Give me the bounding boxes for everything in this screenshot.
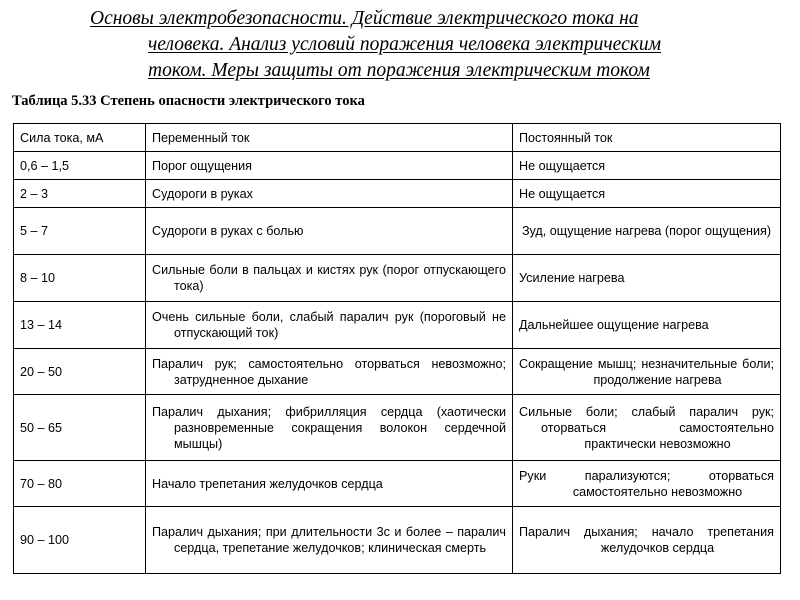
column-header-current: Сила тока, мА bbox=[14, 124, 146, 152]
cell-current: 70 – 80 bbox=[14, 461, 146, 507]
title-line-1: Основы электробезопасности. Действие электрического тока на bbox=[90, 8, 639, 29]
table-row bbox=[14, 507, 781, 574]
table-row bbox=[14, 255, 781, 302]
cell-ac: Сильные боли в пальцах и кистях рук (порог отпускающего тока) bbox=[146, 255, 513, 302]
column-header-dc: Постоянный ток bbox=[513, 124, 781, 152]
cell-ac: Судороги в руках с болью bbox=[146, 208, 513, 255]
cell-dc: Не ощущается bbox=[513, 180, 781, 208]
table-row bbox=[14, 180, 781, 208]
table-caption: Таблица 5.33 Степень опасности электрического тока bbox=[12, 93, 365, 109]
current-danger-table bbox=[13, 123, 781, 574]
cell-ac: Порог ощущения bbox=[146, 152, 513, 180]
table-row bbox=[14, 349, 781, 395]
cell-current: 50 – 65 bbox=[14, 395, 146, 461]
title-line-2: человека. Анализ условий поражения человека электрическим bbox=[148, 34, 662, 55]
cell-dc: Зуд, ощущение нагрева (порог ощущения) bbox=[513, 208, 781, 255]
cell-dc: Дальнейшее ощущение нагрева bbox=[513, 302, 781, 349]
cell-ac: Паралич дыхания; фибрилляция сердца (хаотически разновременные сокращения волокон сердечной мышцы) bbox=[146, 395, 513, 461]
cell-ac: Очень сильные боли, слабый паралич рук (пороговый не отпускающий ток) bbox=[146, 302, 513, 349]
cell-ac: Паралич рук; самостоятельно оторваться невозможно; затрудненное дыхание bbox=[146, 349, 513, 395]
cell-ac: Судороги в руках bbox=[146, 180, 513, 208]
title-line-3: током. Меры защиты от поражения электрическим током bbox=[148, 60, 650, 81]
cell-dc: Усиление нагрева bbox=[513, 255, 781, 302]
cell-current: 20 – 50 bbox=[14, 349, 146, 395]
cell-current: 5 – 7 bbox=[14, 208, 146, 255]
cell-dc: Сильные боли; слабый паралич рук; оторваться самостоятельно практически невозможно bbox=[513, 395, 781, 461]
table-row bbox=[14, 208, 781, 255]
cell-dc: Сокращение мышц; незначительные боли; продолжение нагрева bbox=[513, 349, 781, 395]
cell-ac: Паралич дыхания; при длительности 3с и более – паралич сердца, трепетание желудочков; клиническая смерть bbox=[146, 507, 513, 574]
table-row bbox=[14, 152, 781, 180]
slide-title bbox=[0, 6, 800, 84]
cell-dc: Паралич дыхания; начало трепетания желудочков сердца bbox=[513, 507, 781, 574]
table-row bbox=[14, 302, 781, 349]
cell-ac: Начало трепетания желудочков сердца bbox=[146, 461, 513, 507]
cell-current: 13 – 14 bbox=[14, 302, 146, 349]
table-row bbox=[14, 395, 781, 461]
cell-current: 2 – 3 bbox=[14, 180, 146, 208]
cell-current: 0,6 – 1,5 bbox=[14, 152, 146, 180]
cell-current: 90 – 100 bbox=[14, 507, 146, 574]
cell-dc: Руки парализуются; оторваться самостоятельно невозможно bbox=[513, 461, 781, 507]
cell-dc: Не ощущается bbox=[513, 152, 781, 180]
table-header-row bbox=[14, 124, 781, 152]
cell-current: 8 – 10 bbox=[14, 255, 146, 302]
column-header-ac: Переменный ток bbox=[146, 124, 513, 152]
table-row bbox=[14, 461, 781, 507]
